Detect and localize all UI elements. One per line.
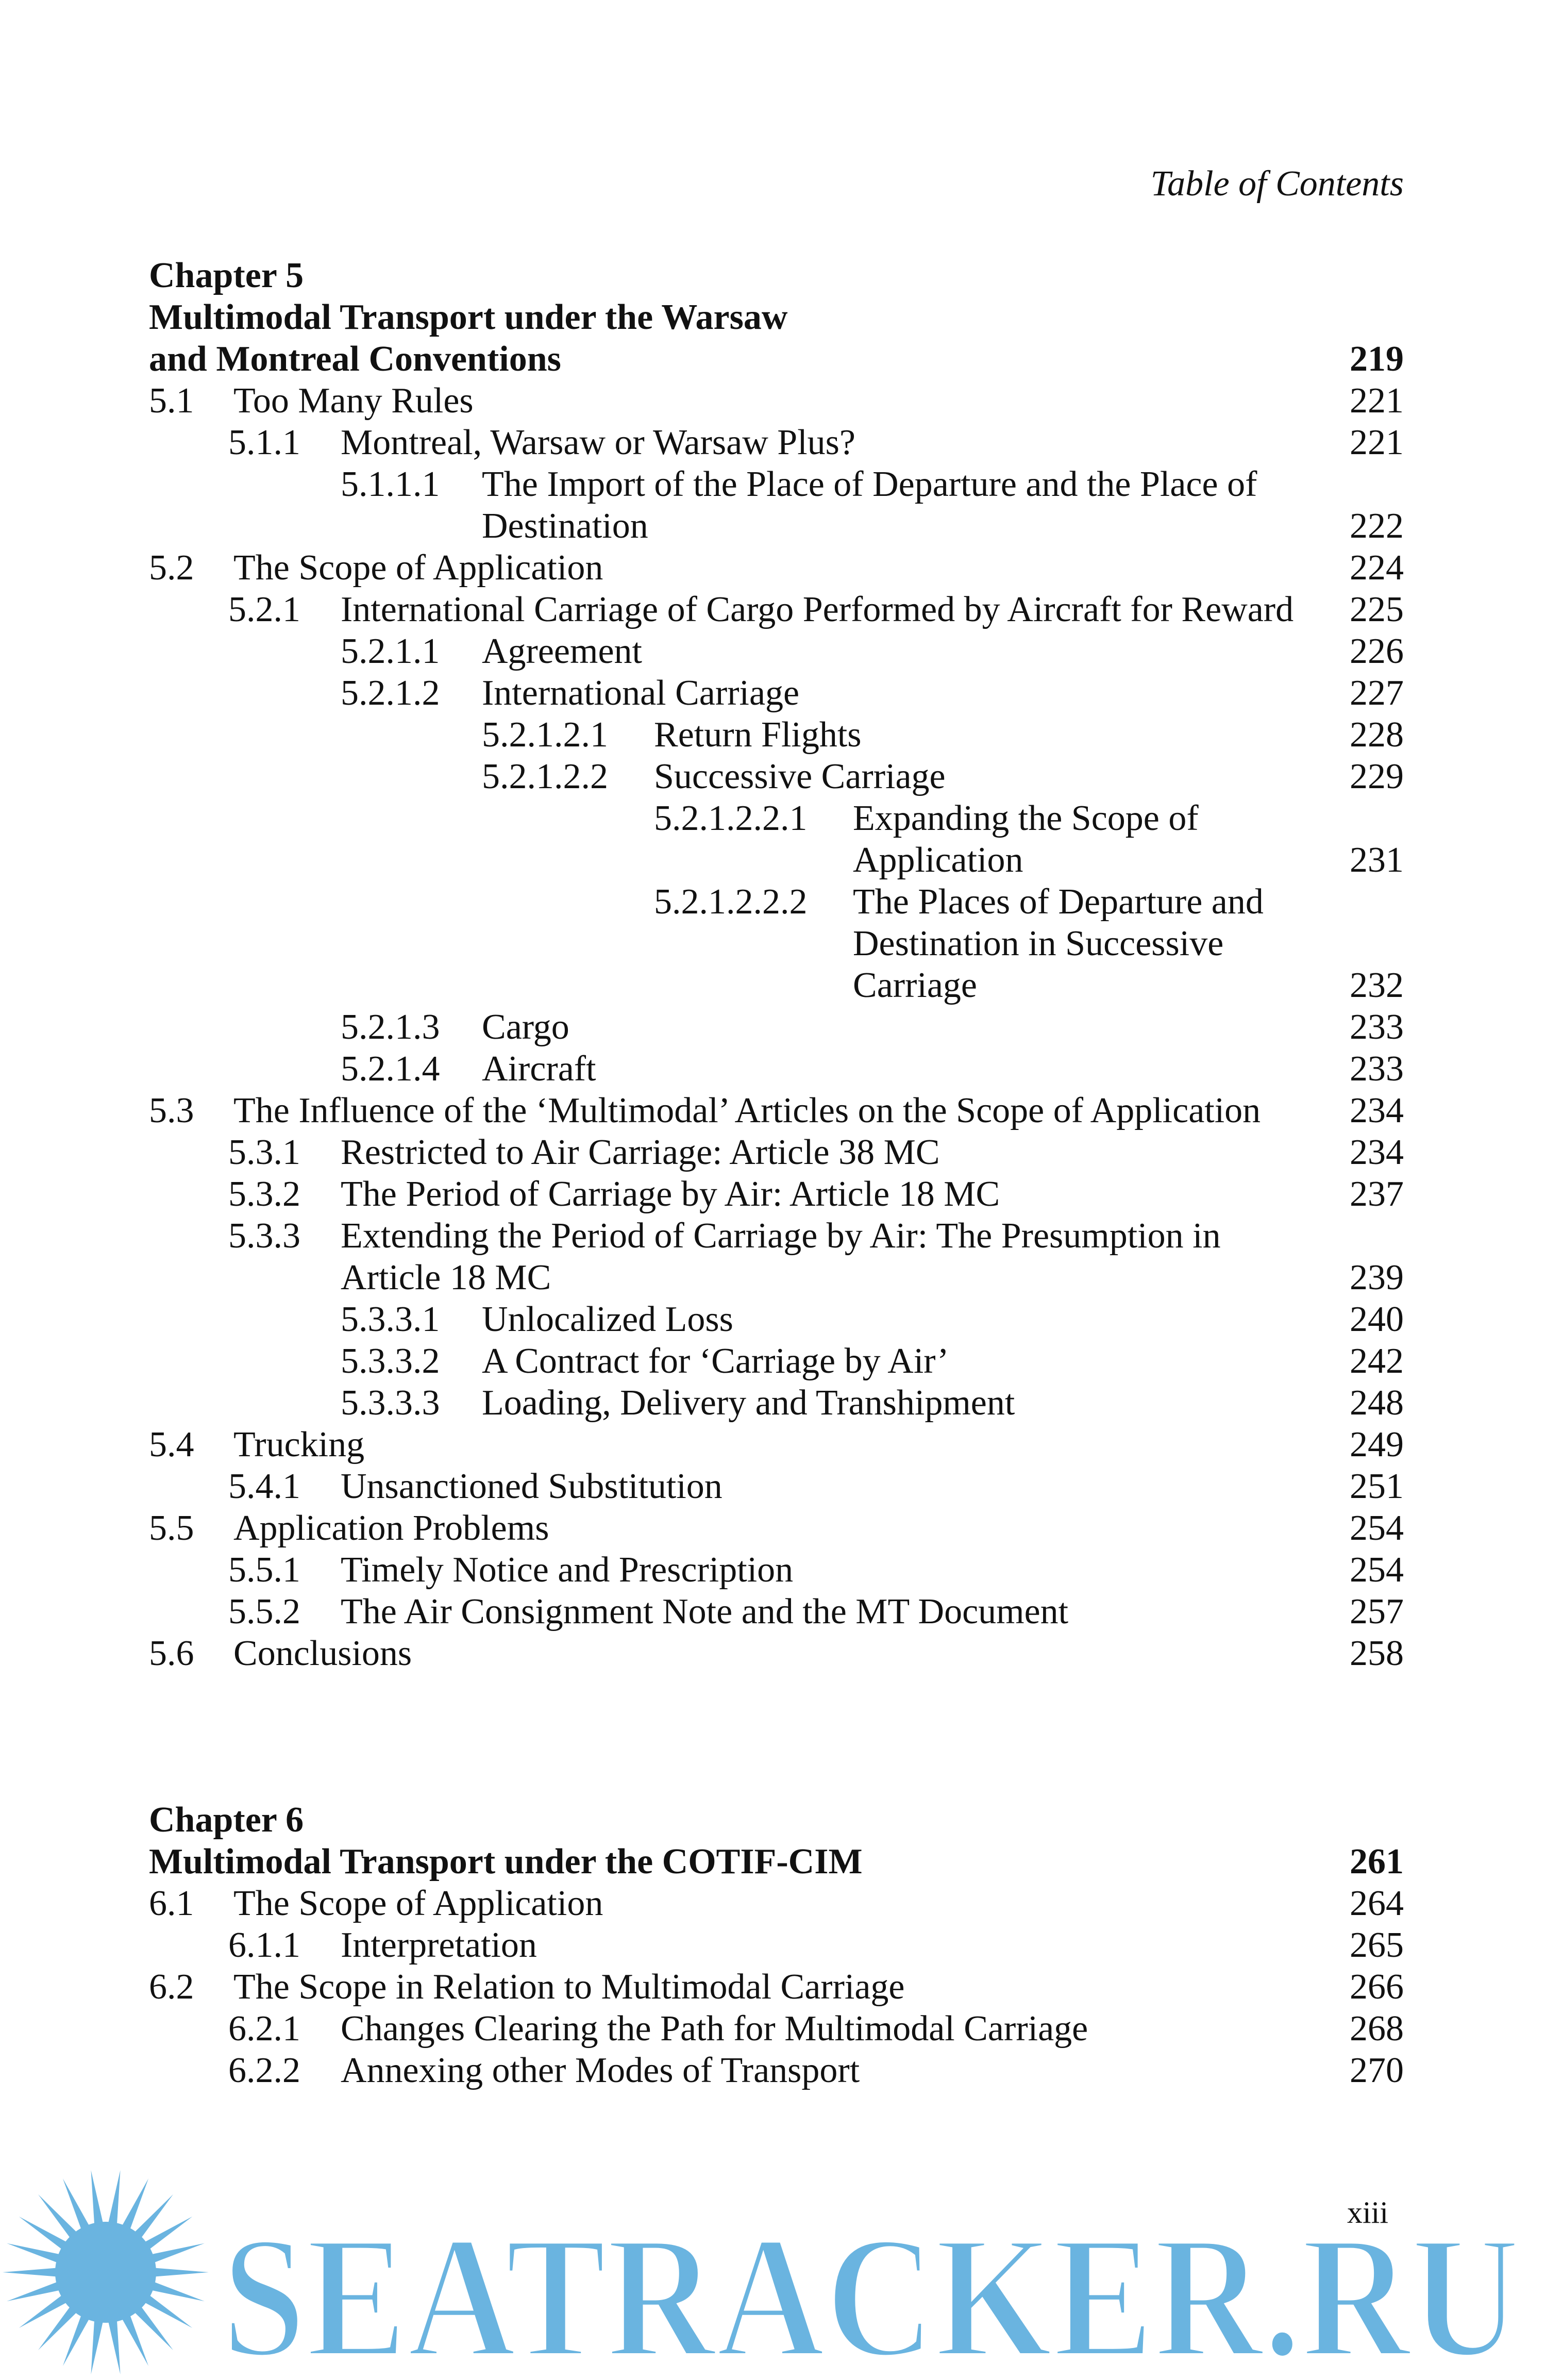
toc-entry-page: 257 — [1350, 1592, 1404, 1632]
toc-entry — [149, 881, 1404, 1006]
sun-ray — [7, 2243, 60, 2263]
toc-entry-number: 6.2.2 — [228, 2051, 300, 2090]
toc-entry-number: 6.1.1 — [228, 1925, 300, 1965]
toc-entry — [149, 797, 1404, 881]
sun-ray — [122, 2178, 149, 2229]
toc-entry-page: 242 — [1350, 1341, 1404, 1381]
toc-entry-page: 231 — [1350, 840, 1404, 880]
toc-entry-number: 5.2.1.1 — [341, 631, 440, 671]
chapter-5-title-row — [149, 338, 1404, 380]
toc-entry-title: The Period of Carriage by Air: Article 18 MC — [341, 1174, 1000, 1214]
chapter-5-title-line2: and Montreal Conventions — [149, 339, 561, 379]
toc-entry-page: 234 — [1350, 1091, 1404, 1130]
sun-ray — [108, 2320, 121, 2374]
toc-entry — [149, 2008, 1404, 2050]
chapter-6-page: 261 — [1350, 1842, 1404, 1882]
chapter-6-entries — [149, 1883, 1404, 2091]
toc-entry-page: 249 — [1350, 1425, 1404, 1464]
running-head: Table of Contents — [1150, 164, 1404, 204]
toc-entry — [149, 1924, 1404, 1966]
toc-entry — [149, 1966, 1404, 2008]
toc-entry — [149, 1591, 1404, 1633]
sun-ray — [63, 2178, 90, 2229]
chapter-6-title-row — [149, 1841, 1404, 1883]
toc-entry-page: 270 — [1350, 2051, 1404, 2090]
toc-entry-title: Cargo — [482, 1007, 569, 1047]
toc-entry-title: Timely Notice and Prescription — [341, 1550, 794, 1590]
toc-entry-page: 251 — [1350, 1467, 1404, 1506]
toc-entry-number: 5.2.1.2.2.2 — [654, 882, 808, 922]
toc-entry — [149, 1215, 1404, 1299]
toc-entry-title: Unsanctioned Substitution — [341, 1467, 722, 1506]
toc-entry-title: The Import of the Place of Departure and the Place of Destination — [482, 464, 1257, 546]
chapter-5-section — [149, 255, 1404, 1674]
toc-entry-page: 221 — [1350, 423, 1404, 462]
toc-entry-page: 234 — [1350, 1133, 1404, 1172]
toc-entry — [149, 1048, 1404, 1090]
toc-entry — [149, 589, 1404, 630]
toc-entry-title: Trucking — [233, 1425, 365, 1464]
toc-entry-number: 5.6 — [149, 1634, 194, 1673]
toc-entry-title: The Scope of Application — [233, 1884, 603, 1923]
toc-entry — [149, 547, 1404, 589]
toc-entry-page: 233 — [1350, 1049, 1404, 1089]
toc-entry-page: 254 — [1350, 1550, 1404, 1590]
toc-entry — [149, 1173, 1404, 1215]
sun-ray — [108, 2170, 121, 2225]
toc-entry-number: 5.1.1 — [228, 423, 300, 462]
sun-ray — [151, 2243, 205, 2263]
toc-entry — [149, 1424, 1404, 1466]
toc-entry-page: 232 — [1350, 966, 1404, 1005]
toc-entry — [149, 1131, 1404, 1173]
toc-entry — [149, 1507, 1404, 1549]
sun-ray — [91, 2320, 104, 2374]
toc-entry — [149, 1340, 1404, 1382]
toc-entry-title: Unlocalized Loss — [482, 1300, 733, 1339]
toc-entry-page: 248 — [1350, 1383, 1404, 1423]
toc-entry-number: 5.2.1.2.2 — [482, 757, 608, 796]
toc-entry-number: 5.5.1 — [228, 1550, 300, 1590]
toc-entry-number: 5.2 — [149, 548, 194, 588]
toc-entry-title: A Contract for ‘Carriage by Air’ — [482, 1341, 949, 1381]
toc-entry-title: Too Many Rules — [233, 381, 474, 421]
toc-entry-number: 5.2.1.3 — [341, 1007, 440, 1047]
toc-entry-page: 264 — [1350, 1884, 1404, 1923]
toc-entry — [149, 380, 1404, 422]
toc-entry-number: 6.1 — [149, 1884, 194, 1923]
toc-entry-title: Agreement — [482, 631, 642, 671]
toc-entry-page: 266 — [1350, 1967, 1404, 2007]
toc-entry — [149, 1090, 1404, 1131]
toc-entry-number: 5.2.1.2.2.1 — [654, 798, 808, 838]
toc-entry-number: 5.5 — [149, 1508, 194, 1548]
toc-entry-title: Annexing other Modes of Transport — [341, 2051, 860, 2090]
toc-entry — [149, 672, 1404, 714]
toc-entry-page: 233 — [1350, 1007, 1404, 1047]
toc-entry-title: The Air Consignment Note and the MT Document — [341, 1592, 1069, 1632]
toc-entry-title: Expanding the Scope of Application — [853, 798, 1199, 880]
toc-entry-page: 221 — [1350, 381, 1404, 421]
toc-entry — [149, 630, 1404, 672]
toc-entry-number: 5.3 — [149, 1091, 194, 1130]
chapter-5-title-line1: Multimodal Transport under the Warsaw — [149, 297, 788, 337]
sun-icon — [3, 2170, 209, 2374]
toc-entry-title: Loading, Delivery and Transhipment — [482, 1383, 1015, 1423]
toc-entry-number: 5.5.2 — [228, 1592, 300, 1632]
toc-entry-page: 239 — [1350, 1258, 1404, 1297]
toc-entry — [149, 2050, 1404, 2091]
toc-entry-number: 5.3.3.2 — [341, 1341, 440, 1381]
toc-entry — [149, 1006, 1404, 1048]
sun-ray — [122, 2315, 149, 2366]
toc-entry-number: 5.2.1 — [228, 590, 300, 629]
toc-entry-title: Return Flights — [654, 715, 862, 755]
page-number: xiii — [1347, 2195, 1389, 2229]
toc-entry-title: International Carriage — [482, 673, 800, 713]
toc-entry-page: 225 — [1350, 590, 1404, 629]
toc-entry-title: The Places of Departure and Destination in Successive Carriage — [853, 882, 1264, 1005]
toc-entry-title: The Scope in Relation to Multimodal Carriage — [233, 1967, 905, 2007]
toc-entry-number: 5.3.3.1 — [341, 1300, 440, 1339]
toc-entry-number: 5.3.2 — [228, 1174, 300, 1214]
chapter-6-label: Chapter 6 — [149, 1800, 304, 1840]
sun-ray — [155, 2268, 209, 2277]
toc-entry-title: Interpretation — [341, 1925, 537, 1965]
toc-entry-page: 228 — [1350, 715, 1404, 755]
toc-entry-number: 5.2.1.2.1 — [482, 715, 608, 755]
toc-entry-title: International Carriage of Cargo Performed by Aircraft for Reward — [341, 590, 1294, 629]
toc-entry-page: 229 — [1350, 757, 1404, 796]
toc-entry — [149, 1299, 1404, 1340]
toc-entry-title: Application Problems — [233, 1508, 549, 1548]
toc-entry-page: 237 — [1350, 1174, 1404, 1214]
toc-entry-page: 265 — [1350, 1925, 1404, 1965]
toc-entry-number: 5.3.1 — [228, 1133, 300, 1172]
sun-ray — [151, 2282, 205, 2302]
toc-entry-page: 226 — [1350, 631, 1404, 671]
toc-entry-page: 254 — [1350, 1508, 1404, 1548]
toc-entry-title: Conclusions — [233, 1634, 412, 1673]
toc-entry — [149, 422, 1404, 463]
toc-entry-page: 258 — [1350, 1634, 1404, 1673]
toc-entry — [149, 756, 1404, 797]
toc-entry-number: 5.2.1.4 — [341, 1049, 440, 1089]
sun-ray — [3, 2268, 57, 2277]
toc-entry-number: 5.3.3.3 — [341, 1383, 440, 1423]
toc-entry-title: Restricted to Air Carriage: Article 38 MC — [341, 1133, 940, 1172]
toc-entry-number: 5.4 — [149, 1425, 194, 1464]
toc-entry-page: 268 — [1350, 2009, 1404, 2049]
sun-ray — [63, 2315, 90, 2366]
toc-entry — [149, 1466, 1404, 1507]
toc-entry-number: 6.2 — [149, 1967, 194, 2007]
chapter-5-page: 219 — [1350, 339, 1404, 379]
toc-entry — [149, 1633, 1404, 1674]
sun-ray — [7, 2282, 60, 2302]
toc-entry-title: Montreal, Warsaw or Warsaw Plus? — [341, 423, 855, 462]
chapter-5-label: Chapter 5 — [149, 256, 304, 295]
toc-entry-title: Extending the Period of Carriage by Air: The Presumption in Article 18 MC — [341, 1216, 1221, 1297]
toc-entry-number: 5.4.1 — [228, 1467, 300, 1506]
toc-entry-page: 222 — [1350, 506, 1404, 546]
watermark — [0, 2139, 1546, 2380]
toc-entry — [149, 463, 1404, 547]
toc-entry-page: 227 — [1350, 673, 1404, 713]
toc-entry — [149, 714, 1404, 756]
chapter-5-entries — [149, 380, 1404, 1674]
toc-entry-page: 224 — [1350, 548, 1404, 588]
toc-entry-number: 5.1 — [149, 381, 194, 421]
toc-entry-title: Changes Clearing the Path for Multimodal Carriage — [341, 2009, 1088, 2049]
toc-entry-number: 5.2.1.2 — [341, 673, 440, 713]
watermark-text: SEATRACKER.RU — [222, 2200, 1520, 2380]
toc-entry-page: 240 — [1350, 1300, 1404, 1339]
sun-ray — [91, 2170, 104, 2225]
toc-entry — [149, 1382, 1404, 1424]
toc-entry-number: 5.1.1.1 — [341, 464, 440, 504]
toc-entry-number: 6.2.1 — [228, 2009, 300, 2049]
toc-entry-title: Aircraft — [482, 1049, 596, 1089]
chapter-6-title: Multimodal Transport under the COTIF-CIM — [149, 1842, 863, 1882]
toc-entry-title: The Scope of Application — [233, 548, 603, 588]
toc-entry-title: The Influence of the ‘Multimodal’ Articles on the Scope of Application — [233, 1091, 1261, 1130]
toc-entry-number: 5.3.3 — [228, 1216, 300, 1256]
chapter-6-section — [149, 1799, 1404, 2091]
toc-entry-title: Successive Carriage — [654, 757, 946, 796]
toc-entry — [149, 1549, 1404, 1591]
toc-entry — [149, 1883, 1404, 1924]
